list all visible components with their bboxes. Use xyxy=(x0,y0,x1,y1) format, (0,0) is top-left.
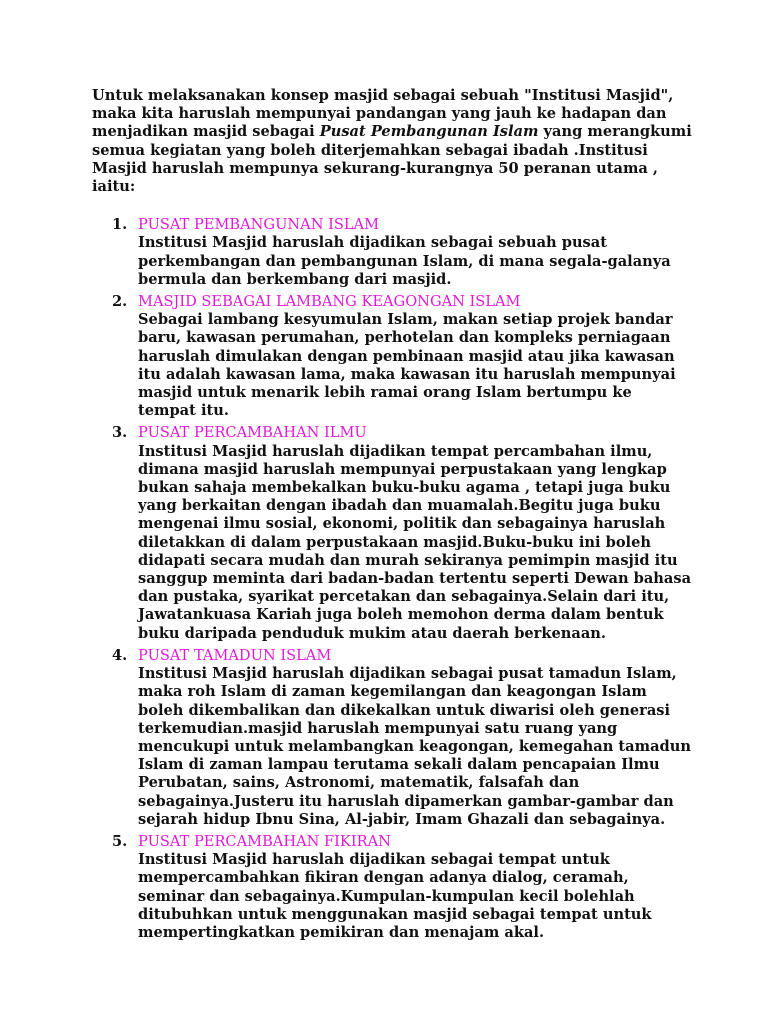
list-item-4 xyxy=(92,647,692,829)
item-heading: PUSAT TAMADUN ISLAM xyxy=(138,646,332,664)
item-number: 1. xyxy=(112,216,128,234)
item-number: 2. xyxy=(112,293,128,311)
list-item-5 xyxy=(92,833,692,942)
item-number: 5. xyxy=(112,832,128,850)
intro-paragraph xyxy=(92,87,692,196)
role-list xyxy=(92,216,692,942)
item-body: Institusi Masjid haruslah dijadikan sebagai sebuah pusat perkembangan dan pembangunan Islam, di mana segala-galanya bermula dan berkembang dari masjid. xyxy=(138,234,671,288)
list-item-1 xyxy=(92,216,692,289)
list-item-3 xyxy=(92,424,692,642)
item-body: Institusi Masjid haruslah dijadikan sebagai tempat untuk mempercambahkan fikiran dengan adanya dialog, ceramah, seminar dan sebagainya.Kumpulan-kumpulan kecil bolehlah ditubuhkan untuk menggunakan masjid sebagai tempat untuk mempertingkatkan pemikiran dan menajam akal. xyxy=(138,851,652,941)
item-body: Sebagai lambang kesyumulan Islam, makan setiap projek bandar baru, kawasan perumahan, perhotelan dan kompleks perniagaan haruslah dimulakan dengan pembinaan masjid atau jika kawasan itu adalah kawasan lama, maka kawasan itu haruslah mempunyai masjid untuk menarik lebih ramai orang Islam bertumpu ke tempat itu. xyxy=(138,311,676,420)
item-heading: PUSAT PERCAMBAHAN ILMU xyxy=(138,424,367,442)
intro-emphasis: Pusat Pembangunan Islam xyxy=(319,123,539,141)
item-number: 4. xyxy=(112,646,128,664)
item-heading: PUSAT PEMBANGUNAN ISLAM xyxy=(138,216,380,234)
item-heading: MASJID SEBAGAI LAMBANG KEAGONGAN ISLAM xyxy=(138,293,521,311)
item-number: 3. xyxy=(112,424,128,442)
list-item-2 xyxy=(92,293,692,420)
document-page xyxy=(92,87,692,946)
intro-text-part2: yang merangkumi semua kegiatan yang boleh diterjemahkan sebagai ibadah .Institusi Masjid haruslah mempunya sekurang-kurangnya 50 peranan utama , iaitu: xyxy=(92,123,692,196)
item-body: Institusi Masjid haruslah dijadikan tempat percambahan ilmu, dimana masjid haruslah mempunyai perpustakaan yang lengkap bukan sahaja membekalkan buku-buku agama , tetapi juga buku yang berkaitan dengan ibadah dan muamalah.Begitu juga buku mengenai ilmu sosial, ekonomi, politik dan sebagainya haruslah diletakkan di dalam perpustakaan masjid.Buku-buku ini boleh didapati secara mudah dan murah sekiranya pemimpin masjid itu sanggup meminta dari badan-badan tertentu seperti Dewan bahasa dan pustaka, syarikat percetakan dan sebagainya.Selain dari itu, Jawatankuasa Kariah juga boleh memohon derma dalam bentuk buku daripada penduduk mukim atau daerah berkenaan. xyxy=(138,442,692,642)
item-body: Institusi Masjid haruslah dijadikan sebagai pusat tamadun Islam, maka roh Islam di zaman kegemilangan dan keagongan Islam boleh dikembalikan dan dikekalkan untuk diwarisi oleh generasi terkemudian.masjid haruslah mempunyai satu ruang yang mencukupi untuk melambangkan keagongan, kemegahan tamadun Islam di zaman lampau terutama sekali dalam pencapaian Ilmu Perubatan, sains, Astronomi, matematik, falsafah dan sebagainya.Justeru itu haruslah dipamerkan gambar-gambar dan sejarah hidup Ibnu Sina, Al-jabir, Imam Ghazali dan sebagainya. xyxy=(138,665,691,828)
item-heading: PUSAT PERCAMBAHAN FIKIRAN xyxy=(138,832,391,850)
intro-text-part1: Untuk melaksanakan konsep masjid sebagai sebuah "Institusi Masjid", maka kita haruslah mempunyai pandangan yang jauh ke hadapan dan menjadikan masjid sebagai xyxy=(92,87,674,141)
